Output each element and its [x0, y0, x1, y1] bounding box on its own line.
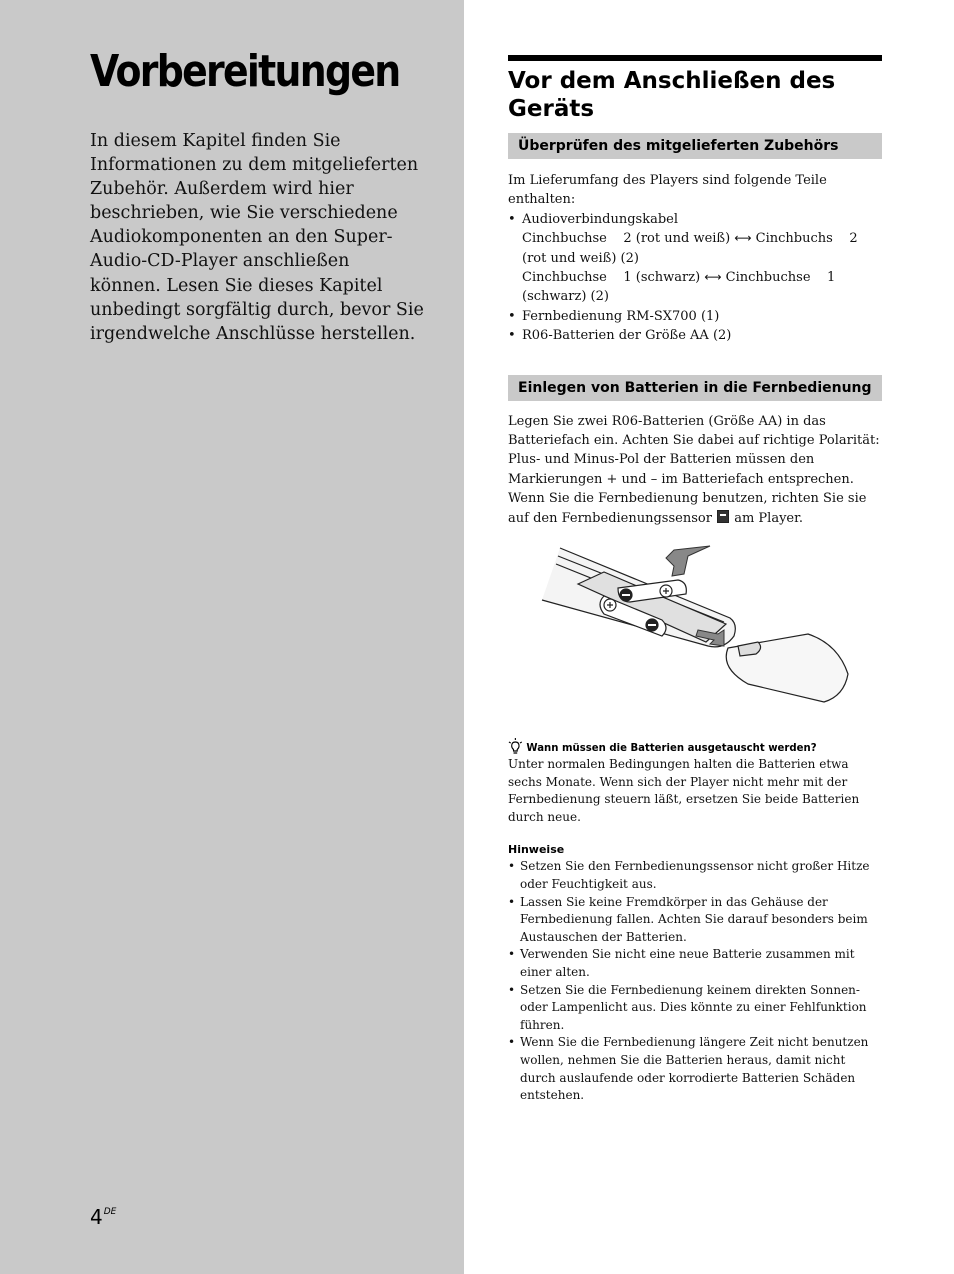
subheading-accessories: Überprüfen des mitgelieferten Zubehörs — [508, 133, 882, 159]
accessory-batteries: R06-Batterien der Größe AA (2) — [522, 328, 732, 344]
notes-heading: Hinweise — [508, 843, 565, 857]
batteries-text-main: Legen Sie zwei R06-Batterien (Größe AA) in das Batteriefach ein. Achten Sie dabei auf richtige Polarität: Plus- und Minus-Pol der Batterien müssen den Markierungen + und – im Batteriefach entsprechen. Wenn Sie die Fernbedienung benutzen, richten Sie sie auf den Fernbedienungssensor — [508, 413, 880, 526]
batteries-text-end: am Player. — [734, 510, 804, 526]
batteries-text — [508, 412, 882, 528]
bullet: • — [508, 308, 516, 324]
subheading-batteries: Einlegen von Batterien in die Fernbedienung — [508, 375, 882, 401]
list-item — [508, 210, 882, 307]
bullet: • — [508, 947, 516, 962]
insert-arrow-icon — [666, 546, 710, 576]
cable-2-to: Cinchbuchse 1 (schwarz) (2) — [522, 270, 840, 305]
cable-1-from: Cinchbuchse 2 (rot und weiß) — [522, 231, 731, 247]
note-text: Lassen Sie keine Fremdkörper in das Gehäuse der Fernbedienung fallen. Achten Sie darauf besonders beim Austauschen der Batterien. — [520, 894, 868, 944]
lightbulb-icon — [508, 738, 523, 754]
accessory-remote: Fernbedienung RM-SX700 (1) — [522, 308, 720, 324]
bullet: • — [508, 328, 516, 344]
bullet: • — [508, 1035, 516, 1050]
chapter-intro: In diesem Kapitel finden Sie Informationen zu dem mitgelieferten Zubehör. Außerdem wird hier beschrieben, wie Sie verschiedene Audiokomponenten an den Super-Audio-CD-Player anschließen können. Lesen Sie dieses Kapitel unbedingt sorgfältig durch, bevor Sie irgendwelche Anschlüsse herstellen. — [90, 131, 424, 344]
double-arrow-icon: ⟷ — [734, 231, 752, 246]
notes-list — [508, 858, 882, 1104]
tip-heading-text: Wann müssen die Batterien ausgetauscht werden? — [526, 741, 817, 755]
right-column — [508, 55, 882, 1105]
page-number-suffix: DE — [103, 1207, 117, 1217]
chapter-title: Vorbereitungen — [90, 46, 400, 97]
list-item — [508, 858, 882, 893]
cable-1-to: Cinchbuchs 2 (rot und weiß) (2) — [522, 231, 862, 266]
left-panel — [0, 0, 464, 1274]
bullet: • — [508, 859, 516, 874]
battery-insertion-illustration — [538, 544, 858, 719]
cable-2-from: Cinchbuchse 1 (schwarz) — [522, 270, 701, 286]
list-item — [508, 326, 882, 345]
note-text: Setzen Sie die Fernbedienung keinem direkten Sonnen- oder Lampenlicht aus. Dies könnte zu einer Fehlfunktion führen. — [520, 982, 867, 1032]
list-item — [508, 1034, 882, 1104]
tip-text: Unter normalen Bedingungen halten die Batterien etwa sechs Monate. Wenn sich der Player nicht mehr mit der Fernbedienung steuern läßt, ersetzen Sie beide Batterien durch neue. — [508, 757, 860, 824]
accessories-intro: Im Lieferumfang des Players sind folgende Teile enthalten: — [508, 173, 827, 208]
list-item — [508, 894, 882, 947]
tip-heading — [508, 738, 852, 756]
accessories-list — [508, 210, 882, 346]
remote-sensor-icon — [717, 510, 729, 523]
bullet: • — [508, 894, 516, 909]
accessory-cable-label: Audioverbindungskabel — [522, 211, 679, 227]
cable-line-1 — [522, 229, 882, 268]
double-arrow-icon: ⟷ — [704, 270, 722, 285]
page-number — [90, 1205, 116, 1229]
battery-cover — [726, 634, 848, 702]
cable-line-2 — [522, 268, 882, 307]
bullet: • — [508, 982, 516, 997]
list-item — [508, 307, 882, 326]
note-text: Setzen Sie den Fernbedienungssensor nicht großer Hitze oder Feuchtigkeit aus. — [520, 859, 870, 892]
list-item — [508, 946, 882, 981]
bullet: • — [508, 211, 516, 227]
note-text: Wenn Sie die Fernbedienung längere Zeit nicht benutzen wollen, nehmen Sie die Batterien heraus, damit nicht durch auslaufende oder korrodierte Batterien Schäden entstehen. — [520, 1035, 869, 1103]
section-top-rule — [508, 55, 882, 61]
list-item — [508, 982, 882, 1035]
page-number-value: 4 — [90, 1205, 103, 1229]
section-title: Vor dem Anschließen des Geräts — [508, 68, 836, 122]
note-text: Verwenden Sie nicht eine neue Batterie zusammen mit einer alten. — [520, 947, 855, 980]
